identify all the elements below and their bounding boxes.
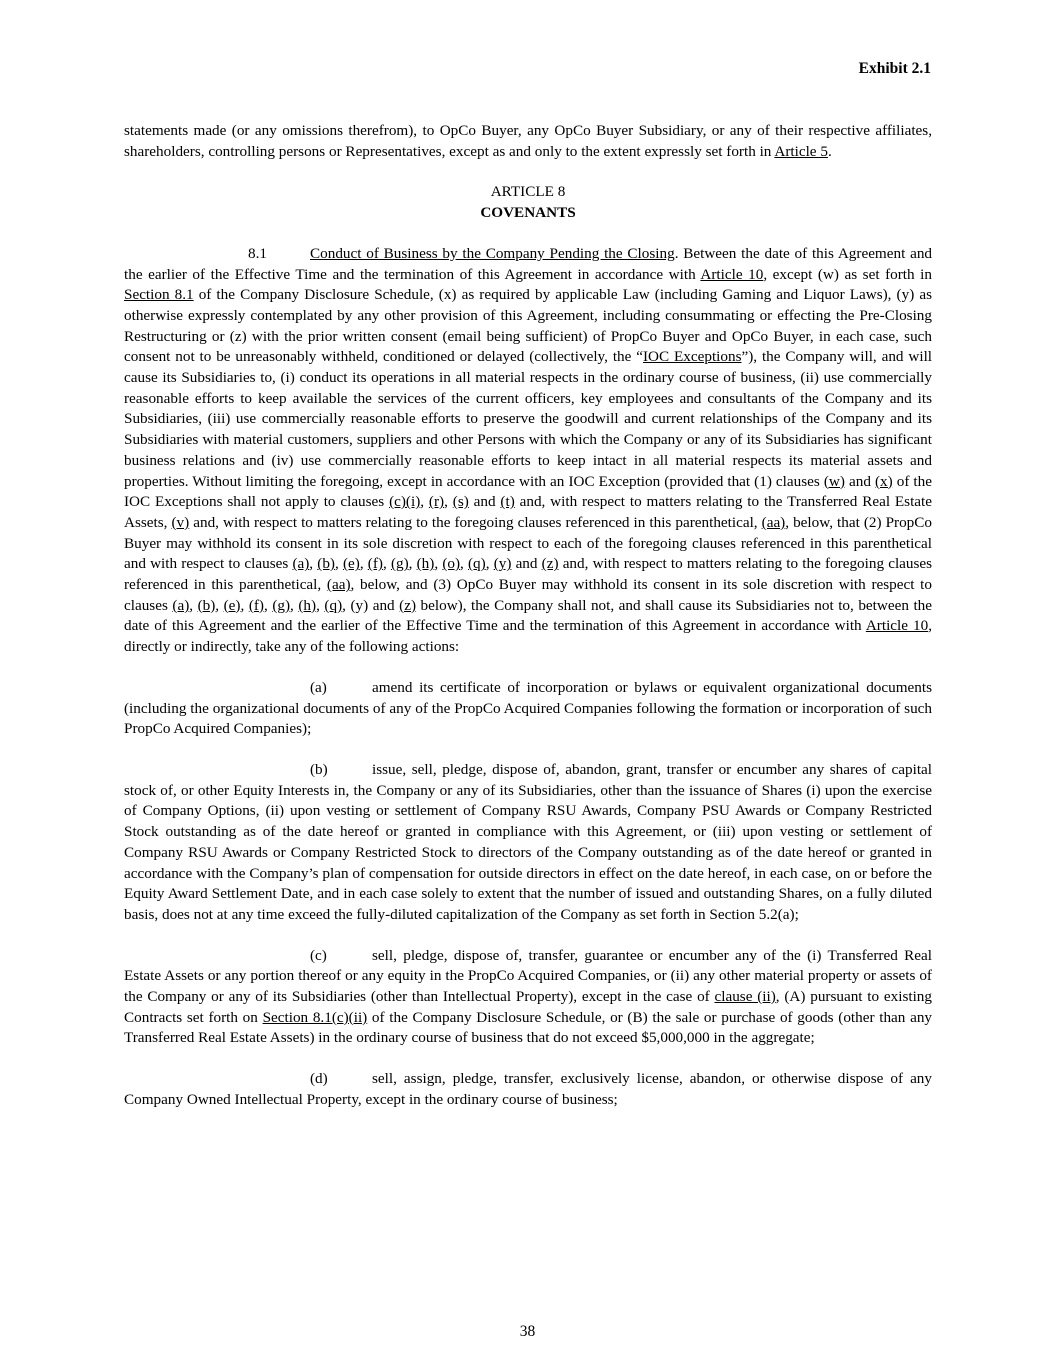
clause-ref[interactable]: (q) xyxy=(324,596,343,614)
link-section-8-1-c-ii[interactable]: Section 8.1(c)(ii) xyxy=(262,1008,368,1026)
clause-ref[interactable]: (c)(i) xyxy=(389,493,421,511)
clause-label: (b) xyxy=(310,760,328,778)
clause-label: (d) xyxy=(310,1070,328,1088)
clause-label: (a) xyxy=(310,678,327,696)
clause-ref[interactable]: (aa) xyxy=(326,576,351,594)
section-text: , directly or indirectly, take any of the following actions: xyxy=(124,617,932,656)
clause-b xyxy=(124,760,932,926)
connector: , xyxy=(316,596,325,614)
connector: , xyxy=(264,596,273,614)
clause-ref[interactable]: (f) xyxy=(367,555,383,573)
intro-text: statements made (or any omissions therefrom), to OpCo Buyer, any OpCo Buyer Subsidiary, or any of their respective affiliates, shareholders, controlling persons or Representatives, except as and only to the extent expressly set forth in xyxy=(124,122,932,160)
section-text: , (y) and xyxy=(342,596,400,614)
clause-ref[interactable]: (aa) xyxy=(761,513,786,531)
section-text: of the IOC Exceptions shall not apply to clauses xyxy=(124,472,932,511)
intro-text-end: . xyxy=(827,142,832,160)
section-text: and, with respect to matters relating to the foregoing clauses referenced in this parenthetical, xyxy=(124,555,933,594)
section-number: 8.1 xyxy=(248,244,267,262)
clause-ref[interactable]: (y) xyxy=(493,555,512,573)
clause-a xyxy=(124,678,932,740)
connector: , xyxy=(189,596,198,614)
section-8-1-paragraph xyxy=(124,244,932,658)
connector: , xyxy=(334,555,343,573)
connector: , xyxy=(290,596,299,614)
clause-ref[interactable]: (g) xyxy=(272,596,291,614)
connector: and xyxy=(468,493,501,511)
clause-ref[interactable]: (q) xyxy=(468,555,486,573)
connector: , xyxy=(434,555,443,573)
clause-ref[interactable]: (g) xyxy=(390,555,409,573)
connector: , xyxy=(444,493,453,511)
connector: , xyxy=(420,493,429,511)
connector: , xyxy=(309,555,318,573)
clause-text: amend its certificate of incorporation or bylaws or equivalent organizational documents (including the organizational documents of any of the PropCo Acquired Companies following the formation or incorporation of such PropCo Acquired Companies); xyxy=(124,678,932,738)
clause-text: of the Company Disclosure Schedule, or (B) the sale or purchase of goods (other than any Transferred Real Estate Assets) in the ordinary course of business that do not exceed $5,000,000 in the aggregate; xyxy=(124,1008,933,1047)
connector: and xyxy=(511,555,542,573)
clause-ref[interactable]: (a) xyxy=(292,555,310,573)
clause-ref[interactable]: (x) xyxy=(874,472,893,490)
clause-ref[interactable]: (h) xyxy=(416,555,435,573)
section-heading: Conduct of Business by the Company Pending the Closing xyxy=(310,244,675,262)
connector: , xyxy=(240,596,249,614)
connector: , xyxy=(215,596,224,614)
clause-d xyxy=(124,1069,932,1110)
clause-label: (c) xyxy=(310,946,327,964)
section-text: , below, that (2) PropCo Buyer may withhold its consent in its sole discretion with respect to each of the foregoing clauses referenced in this parenthetical and with respect to clauses xyxy=(124,513,932,573)
section-text: of the Company Disclosure Schedule, (x) as required by applicable Law (including Gaming and Liquor Laws), (y) as otherwise expressly contemplated by any other provision of this Agreement, including consummating or effecting the Pre-Closing Restructuring or (z) with the prior written consent (email being sufficient) of PropCo Buyer and OpCo Buyer, in each case, such consent not to be unreasonably withheld, conditioned or delayed (collectively, the “ xyxy=(124,286,932,366)
section-text: , except (w) as set forth in xyxy=(763,265,932,283)
link-section-8-1[interactable]: Section 8.1 xyxy=(124,286,194,304)
clause-text: sell, assign, pledge, transfer, exclusively license, abandon, or otherwise dispose of any Company Owned Intellectual Property, except in the ordinary course of business; xyxy=(124,1070,932,1108)
clause-ref[interactable]: (t) xyxy=(500,493,515,511)
clause-text: issue, sell, pledge, dispose of, abandon, grant, transfer or encumber any shares of capital stock of, or other Equity Interests in, the Company or any of its Subsidiaries, other than the issuance of Shares (i) upon the exercise of Company Options, (ii) upon vesting or settlement of Company RSU Awards, Company PSU Awards or Company Restricted Stock outstanding as of the date hereof or granted in compliance with this Agreement, or (iii) upon vesting or settlement of Company RSU Awards or Company Restricted Stock to directors of the Company outstanding as of the date hereof or granted in accordance with the Company’s plan of compensation for outside directors in effect on the date hereof, in each case, on or before the Equity Award Settlement Date, and in each case solely to extent that the number of issued and outstanding Shares, on a fully diluted basis, does not at any time exceed the fully-diluted capitalization of the Company as set forth in Section 5.2(a); xyxy=(124,760,932,923)
link-article-10[interactable]: Article 10 xyxy=(865,617,929,635)
section-text: below), the Company shall not, and shall cause its Subsidiaries not to, between the date of this Agreement and the earlier of the Effective Time and the termination of this Agreement in accordance with xyxy=(124,596,933,635)
exhibit-label: Exhibit 2.1 xyxy=(858,60,931,77)
document-body xyxy=(124,121,932,1111)
page-number: 38 xyxy=(519,1323,536,1340)
section-text: , below, and (3) OpCo Buyer may withhold its consent in its sole discretion with respect to clauses xyxy=(124,576,932,614)
clause-ref[interactable]: (h) xyxy=(298,596,317,614)
clause-ref[interactable]: (w) xyxy=(823,472,845,490)
connector: , xyxy=(408,555,417,573)
link-article-10[interactable]: Article 10 xyxy=(700,265,764,283)
clause-ref[interactable]: (r) xyxy=(428,493,445,511)
clause-ref[interactable]: (z) xyxy=(399,596,417,614)
clause-text: , (A) pursuant to existing Contracts set forth on xyxy=(124,988,932,1026)
clause-ref[interactable]: (o) xyxy=(442,555,461,573)
defined-term-ioc-exceptions: IOC Exceptions xyxy=(642,348,742,366)
clause-ref[interactable]: (b) xyxy=(317,555,335,573)
link-article-5[interactable]: Article 5 xyxy=(774,142,828,160)
section-text: . Between the date of this Agreement and the earlier of the Effective Time and the termination of this Agreement in accordance with xyxy=(124,244,933,283)
section-text: and, with respect to matters relating to the Transferred Real Estate Assets, xyxy=(124,493,933,531)
clause-ref[interactable]: (b) xyxy=(197,596,216,614)
intro-paragraph xyxy=(124,121,932,162)
clause-ref[interactable]: (e) xyxy=(342,555,360,573)
connector: and xyxy=(844,472,875,490)
clause-ref[interactable]: (z) xyxy=(541,555,559,573)
article-number: ARTICLE 8 xyxy=(490,183,566,201)
clause-ref[interactable]: (v) xyxy=(171,513,190,531)
clause-ref[interactable]: (e) xyxy=(223,596,241,614)
clause-ref[interactable]: (a) xyxy=(172,596,190,614)
link-clause-ii[interactable]: clause (ii) xyxy=(714,988,776,1006)
clause-c xyxy=(124,946,932,1050)
connector: , xyxy=(359,555,368,573)
connector: , xyxy=(382,555,391,573)
section-text: ”), the Company will, and will cause its Subsidiaries to, (i) conduct its operations in all material respects in the ordinary course of business, (ii) use commercially reasonable efforts to keep available the services of the current officers, key employees and consultants of the Company and its Subsidiaries, (iii) use commercially reasonable efforts to preserve the goodwill and current relationships of the Company and its Subsidiaries with material customers, suppliers and other Persons with which the Company or any of its Subsidiaries has significant business relations and (iv) use commercially reasonable efforts to keep intact in all material respects its material assets and properties. Without limiting the foregoing, except in accordance with an IOC Exception (provided that (1) clauses xyxy=(124,348,933,490)
clause-ref[interactable]: (s) xyxy=(452,493,469,511)
section-text: and, with respect to matters relating to the foregoing clauses referenced in this parenthetical, xyxy=(189,513,762,531)
connector: , xyxy=(460,555,468,573)
article-title: COVENANTS xyxy=(480,204,576,222)
connector: , xyxy=(485,555,494,573)
clause-ref[interactable]: (f) xyxy=(248,596,264,614)
clause-text: sell, pledge, dispose of, transfer, guarantee or encumber any of the (i) Transferred Real Estate Assets or any portion thereof or any equity in the PropCo Acquired Companies, or (ii) any other material property or assets of the Company or any of its Subsidiaries (other than Intellectual Property), except in the case of xyxy=(124,946,932,1006)
